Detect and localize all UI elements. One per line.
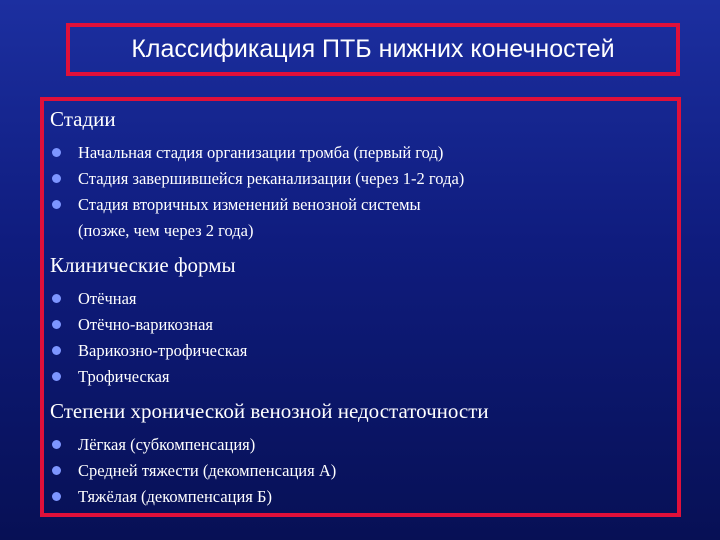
- section-heading-insufficiency-degrees: Степени хронической венозной недостаточности: [50, 399, 489, 423]
- list-item-text: Стадия завершившейся реканализации (через 1-2 года): [78, 169, 465, 188]
- list-item: [50, 166, 677, 192]
- list-item-text: Средней тяжести (декомпенсация А): [78, 461, 337, 480]
- list-item-text: Лёгкая (субкомпенсация): [78, 435, 256, 454]
- bullet-icon: [52, 346, 61, 355]
- list-item: [50, 484, 677, 510]
- list-item-text: Стадия вторичных изменений венозной системы: [78, 195, 421, 214]
- list-item-text: Отёчно-варикозная: [78, 315, 213, 334]
- bullet-icon: [52, 320, 61, 329]
- list-item-text: Трофическая: [78, 367, 170, 386]
- list-item: [50, 312, 677, 338]
- bullet-icon: [52, 148, 61, 157]
- list-item: [50, 286, 677, 312]
- bullet-icon: [52, 174, 61, 183]
- list-item: [50, 432, 677, 458]
- list-item-continuation: (позже, чем через 2 года): [78, 221, 254, 240]
- section-heading-stages: Стадии: [50, 107, 116, 131]
- insufficiency-degrees-list: [50, 432, 677, 510]
- bullet-icon: [52, 492, 61, 501]
- title-frame: [66, 23, 680, 76]
- bullet-icon: [52, 466, 61, 475]
- bullet-icon: [52, 200, 61, 209]
- bullet-icon: [52, 372, 61, 381]
- list-item: [50, 458, 677, 484]
- list-item-text: Начальная стадия организации тромба (первый год): [78, 143, 444, 162]
- list-item: [50, 338, 677, 364]
- content-frame: [40, 97, 681, 517]
- bullet-icon: [52, 440, 61, 449]
- list-item-text: Варикозно-трофическая: [78, 341, 248, 360]
- list-item-text: Тяжёлая (декомпенсация Б): [78, 487, 272, 506]
- bullet-icon: [52, 294, 61, 303]
- list-item: [50, 192, 677, 218]
- clinical-forms-list: [50, 286, 677, 390]
- section-heading-clinical-forms: Клинические формы: [50, 253, 236, 277]
- list-item: [50, 364, 677, 390]
- slide-title: Классификация ПТБ нижних конечностей: [131, 35, 615, 63]
- list-item-text: Отёчная: [78, 289, 137, 308]
- list-item: [50, 140, 677, 166]
- stages-list: [50, 140, 677, 218]
